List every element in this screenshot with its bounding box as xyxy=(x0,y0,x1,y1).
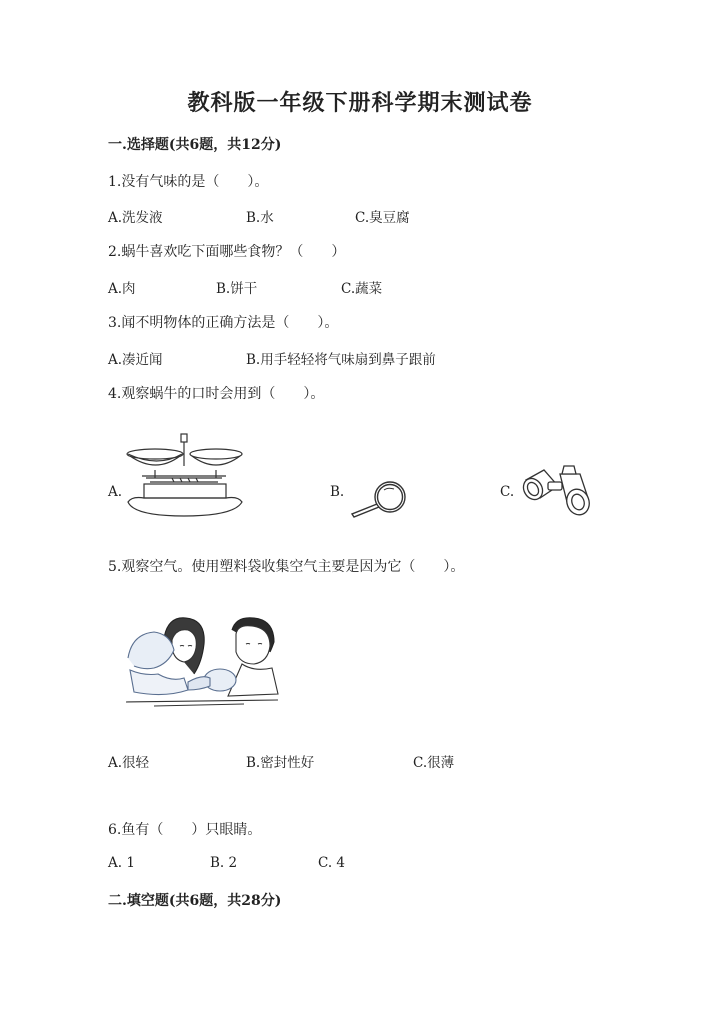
q5-option-c[interactable]: C.很薄 xyxy=(413,755,455,771)
children-bags-illustration xyxy=(124,612,280,710)
q3-option-b[interactable]: B.用手轻轻将气味扇到鼻子跟前 xyxy=(246,352,436,368)
question-5: 5.观察空气。使用塑料袋收集空气主要是因为它（ ）。 xyxy=(108,559,465,575)
question-3: 3.闻不明物体的正确方法是（ ）。 xyxy=(108,315,339,331)
q2-option-b[interactable]: B.饼干 xyxy=(216,281,258,297)
q1-option-a[interactable]: A.洗发液 xyxy=(108,210,163,226)
question-6: 6.鱼有（ ）只眼睛。 xyxy=(108,822,262,838)
q4-option-c[interactable]: C. xyxy=(500,484,515,500)
page-title: 教科版一年级下册科学期末测试卷 xyxy=(187,90,533,116)
q2-option-c[interactable]: C.蔬菜 xyxy=(341,281,383,297)
q5-option-b[interactable]: B.密封性好 xyxy=(246,755,315,771)
q4-option-b[interactable]: B. xyxy=(330,484,345,500)
binoculars-icon xyxy=(516,464,592,520)
section-heading-choice: 一.选择题(共6题，共12分) xyxy=(108,137,282,153)
q6-option-b[interactable]: B. 2 xyxy=(210,855,238,871)
question-4: 4.观察蜗牛的口时会用到（ ）。 xyxy=(108,386,325,402)
q1-option-c[interactable]: C.臭豆腐 xyxy=(355,210,410,226)
question-2: 2.蜗牛喜欢吃下面哪些食物？（ ） xyxy=(108,244,346,260)
magnifying-glass-icon xyxy=(348,478,412,518)
section-heading-fill: 二.填空题(共6题，共28分) xyxy=(108,893,282,909)
q4-option-a[interactable]: A. xyxy=(108,484,123,500)
balance-scale-icon xyxy=(122,432,246,518)
q3-option-a[interactable]: A.凑近闻 xyxy=(108,352,163,368)
q6-option-c[interactable]: C. 4 xyxy=(318,855,346,871)
question-1: 1.没有气味的是（ ）。 xyxy=(108,174,269,190)
q1-option-b[interactable]: B.水 xyxy=(246,210,274,226)
q5-option-a[interactable]: A.很轻 xyxy=(108,755,150,771)
q6-option-a[interactable]: A. 1 xyxy=(108,855,135,871)
q2-option-a[interactable]: A.肉 xyxy=(108,281,136,297)
